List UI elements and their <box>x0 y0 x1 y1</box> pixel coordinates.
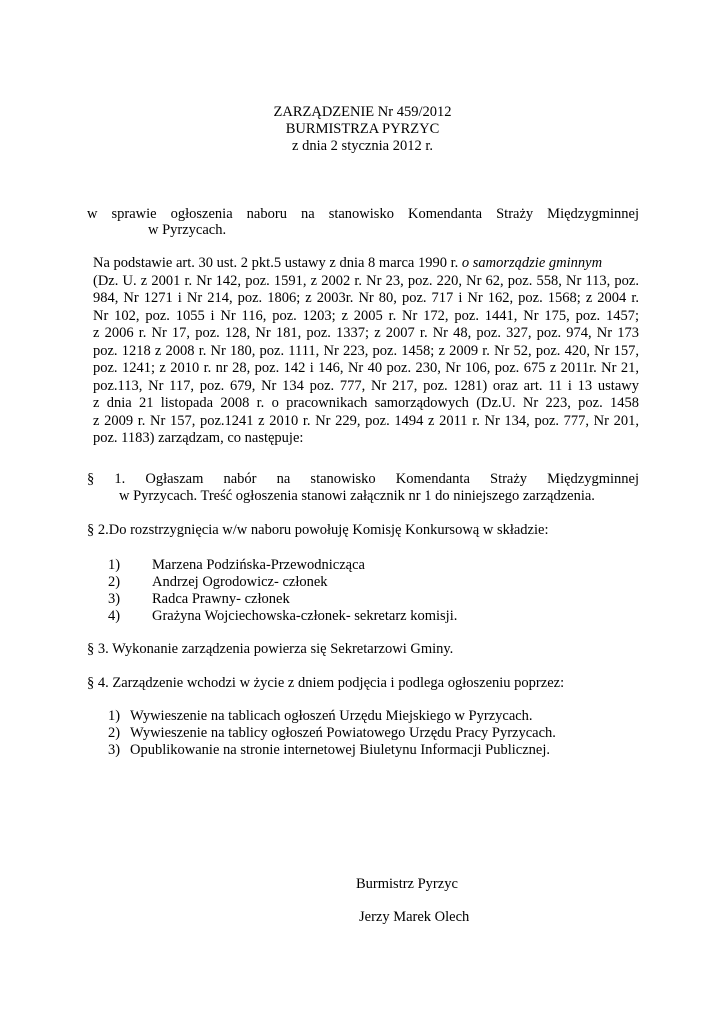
legal-basis-line: z dnia 21 listopada 2008 r. o pracownikach samorządowych (Dz.U. Nr 223, poz. 1458 <box>93 395 639 411</box>
publication-method: 1) Wywieszenie na tablicach ogłoszeń Urzędu Miejskiego w Pyrzycach. <box>108 708 533 724</box>
legal-basis-line: poz. 1218 z 2008 r. Nr 180, poz. 1111, Nr 223, poz. 1458; z 2009 r. Nr 52, poz. 420, Nr 157, <box>93 342 639 359</box>
publication-method: 2) Wywieszenie na tablicy ogłoszeń Powiatowego Urzędu Pracy Pyrzycach. <box>108 725 556 741</box>
paragraph-3: § 3. Wykonanie zarządzenia powierza się Sekretarzowi Gminy. <box>87 641 454 657</box>
signature-title: Burmistrz Pyrzyc <box>356 876 458 892</box>
legal-basis-line: Nr 102, poz. 1055 i Nr 116, poz. 1203; z 2005 r. Nr 172, poz. 1441, Nr 175, poz. 1457; <box>93 307 639 324</box>
document-title: ZARZĄDZENIE Nr 459/2012 <box>273 104 452 120</box>
committee-member: 2) Andrzej Ogrodowicz- członek <box>108 574 328 590</box>
subject-line-1: w sprawie ogłoszenia naboru na stanowisko Komendanta Straży Międzygminnej <box>87 206 639 222</box>
act-name: o samorządzie gminnym <box>461 255 603 271</box>
paragraph-1-line-1: § 1. Ogłaszam nabór na stanowisko Komendanta Straży Międzygminnej <box>87 471 639 487</box>
paragraph-1-line-2: w Pyrzycach. Treść ogłoszenia stanowi załącznik nr 1 do niniejszego zarządzenia. <box>119 488 595 504</box>
committee-member: 4) Grażyna Wojciechowska-członek- sekretarz komisji. <box>108 608 458 624</box>
signature-name: Jerzy Marek Olech <box>359 909 470 925</box>
legal-basis-line: poz.113, Nr 117, poz. 679, Nr 134 poz. 777, Nr 217, poz. 1281) oraz art. 11 i 13 ustawy <box>93 377 639 394</box>
publication-method: 3) Opublikowanie na stronie internetowej Biuletynu Informacji Publicznej. <box>108 742 550 758</box>
legal-basis-line: z 2009 r. Nr 157, poz.1241 z 2010 r. Nr 229, poz. 1494 z 2011 r. Nr 134, poz. 777, Nr 201, <box>93 412 639 429</box>
legal-basis-line: poz. 1183) zarządzam, co następuje: <box>93 430 304 446</box>
paragraph-2: § 2.Do rozstrzygnięcia w/w naboru powołuję Komisję Konkursową w składzie: <box>87 522 549 538</box>
issuer: BURMISTRZA PYRZYC <box>285 121 440 137</box>
legal-basis <box>93 255 639 448</box>
legal-basis-line: poz. 1241; z 2010 r. nr 28, poz. 142 i 146, Nr 40 poz. 230, Nr 106, poz. 675 z 2011r. Nr 21, <box>93 360 639 376</box>
legal-basis-intro: Na podstawie art. 30 ust. 2 pkt.5 ustawy z dnia 8 marca 1990 r. o samorządzie gminnym <box>93 255 603 271</box>
subject-line-2: w Pyrzycach. <box>148 222 227 238</box>
document-date: z dnia 2 stycznia 2012 r. <box>292 138 433 154</box>
document-header <box>0 104 725 155</box>
committee-member: 3) Radca Prawny- członek <box>108 591 290 607</box>
legal-basis-line: 984, Nr 1271 i Nr 214, poz. 1806; z 2003r. Nr 80, poz. 717 i Nr 162, poz. 1568; z 2004 r. <box>93 290 639 306</box>
committee-member: 1) Marzena Podzińska-Przewodnicząca <box>108 557 365 573</box>
legal-basis-line: z 2006 r. Nr 17, poz. 128, Nr 181, poz. 1337; z 2007 r. Nr 48, poz. 327, poz. 974, Nr 173 <box>93 325 639 341</box>
paragraph-4: § 4. Zarządzenie wchodzi w życie z dniem podjęcia i podlega ogłoszeniu poprzez: <box>87 675 565 691</box>
legal-basis-line: (Dz. U. z 2001 r. Nr 142, poz. 1591, z 2002 r. Nr 23, poz. 220, Nr 62, poz. 558, Nr 113, poz. <box>93 272 639 289</box>
